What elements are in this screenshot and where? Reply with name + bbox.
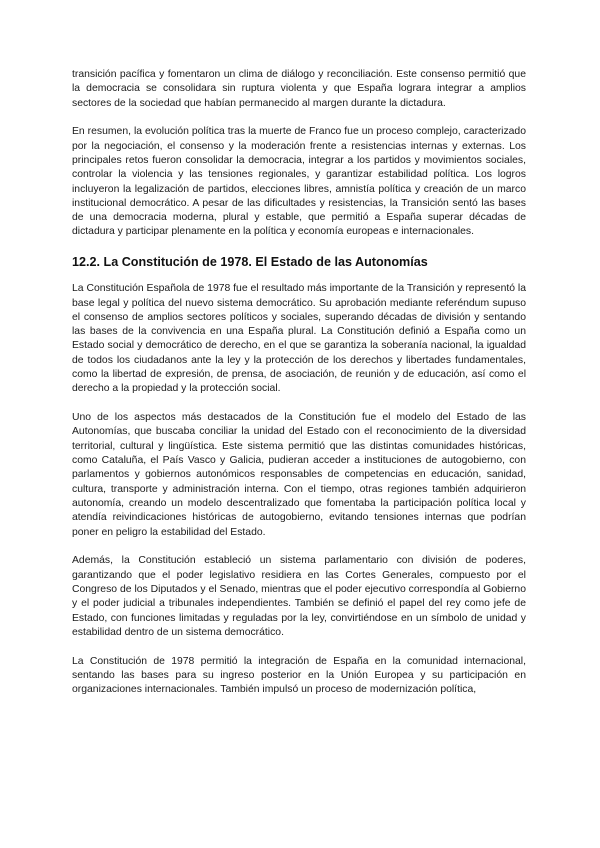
paragraph-section-4: La Constitución de 1978 permitió la integración de España en la comunidad internacional, sentando las bases para su ingreso posterior en la Unión Europea y su participación en organizaciones internacionales. También impulsó un proceso de modernización política, [72,655,526,696]
section-heading: 12.2. La Constitución de 1978. El Estado de las Autonomías [72,255,428,270]
paragraph-section-3: Además, la Constitución estableció un sistema parlamentario con división de poderes, garantizando que el poder legislativo residiera en las Cortes Generales, compuesto por el Congreso de los Diputados y el Senado, mientras que el poder ejecutivo correspondía al Gobierno y el poder judicial a tribunales independientes. También se definió el papel del rey como jefe de Estado, con funciones limitadas y reguladas por la ley, convirtiéndose en un símbolo de unidad y estabilidad dentro de un sistema democrático. [72,555,526,638]
paragraph-intro-1: transición pacífica y fomentaron un clima de diálogo y reconciliación. Este consenso permitió que la democracia se consolidara sin ruptura violenta y que España lograra integrar a amplios sectores de la sociedad que habían permanecido al margen durante la dictadura. [72,69,526,109]
document-page [72,68,526,712]
paragraph-section-1: La Constitución Española de 1978 fue el resultado más importante de la Transición y representó la base legal y política del nuevo sistema democrático. Su aprobación mediante referéndum supuso el consenso de amplios sectores políticos y sociales, superando décadas de división y sentando las bases de la convivencia en una España plural. La Constitución definió a España como un Estado social y democrático de derecho, en el que se garantiza la soberanía nacional, la igualdad de todos los ciudadanos ante la ley y la protección de los derechos y libertades fundamentales, como la libertad de expresión, de prensa, de asociación, de reunión y de educación, así como el derecho a la propiedad y la protección social. [72,283,526,395]
paragraph-section-2: Uno de los aspectos más destacados de la Constitución fue el modelo del Estado de las Autonomías, que buscaba conciliar la unidad del Estado con el reconocimiento de la diversidad territorial, cultural y lingüística. Este sistema permitió que las distintas comunidades históricas, como Cataluña, el País Vasco y Galicia, pudieran acceder a instituciones de autogobierno, con parlamentos y gobiernos autonómicos responsables de competencias en educación, sanidad, cultura, transporte y administración interna. Con el tiempo, otras regiones también adquirieron autonomía, creando un modelo descentralizado que fomentaba la participación política local y atendía reivindicaciones históricas de autogobierno, evitando tensiones internas que podrían poner en peligro la estabilidad del Estado. [72,412,526,538]
paragraph-intro-2: En resumen, la evolución política tras la muerte de Franco fue un proceso complejo, caracterizado por la negociación, el consenso y la moderación frente a resistencias internas y externas. Los principales retos fueron consolidar la democracia, integrar a los partidos y movimientos sociales, controlar la violencia y las tensiones regionales, y garantizar estabilidad política. Los logros incluyeron la legalización de partidos, elecciones libres, amnistía política y creación de un marco institucional democrático. A pesar de las dificultades y resistencias, la Transición sentó las bases de una democracia moderna, plural y estable, que permitió a España superar décadas de dictadura y participar plenamente en la política y economía europeas e internacionales. [72,126,526,238]
